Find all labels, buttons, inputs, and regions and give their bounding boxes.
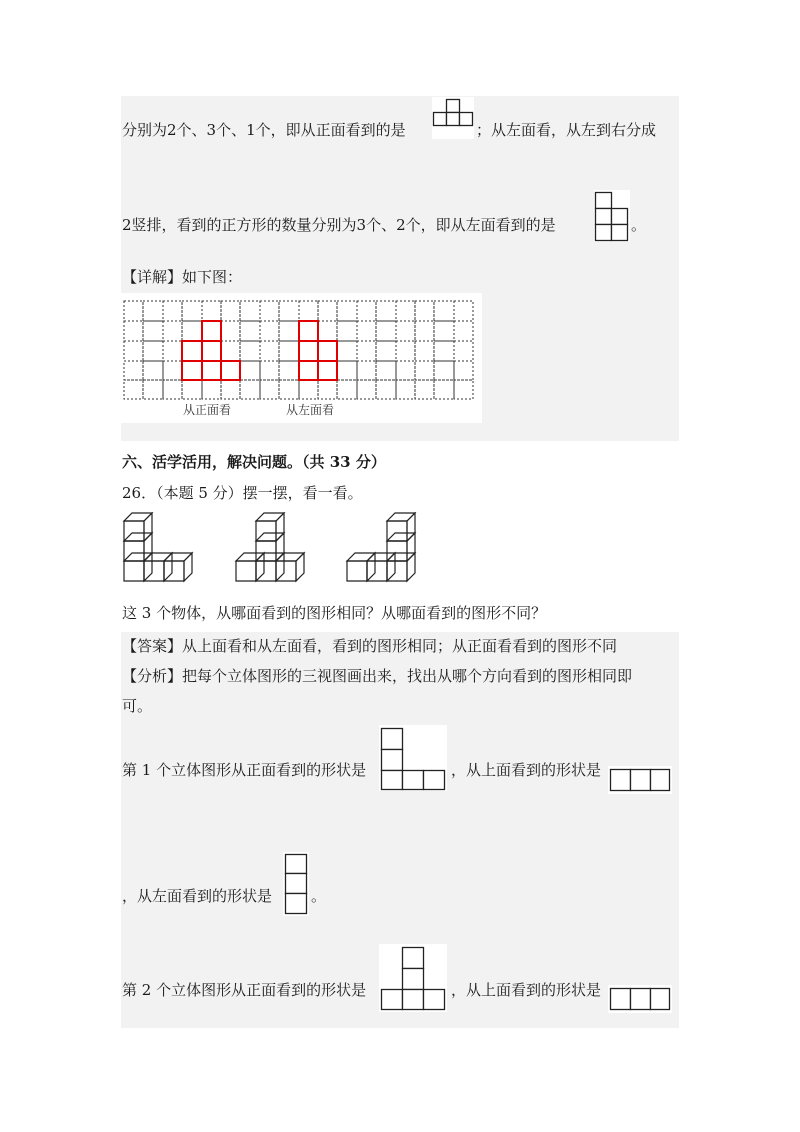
analysis-line-2: 可。 [122,697,153,715]
fig2-top-view-shape [608,985,672,1013]
explanation-line-2b: 。 [631,216,647,234]
left-view-shape-a [594,190,630,242]
fig1-left-text: ，从左面看到的形状是 [122,887,273,905]
fig1-front-view-shape [379,725,447,791]
fig1-left-view-shape [283,852,309,916]
fig2-front-view-shape [379,944,447,1012]
detail-label: 【详解】如下图： [122,268,243,286]
fig1-top-text: ，从上面看到的形状是 [451,761,602,779]
fig1-left-end: 。 [311,887,327,905]
explanation-line-1b: ；从左面看，从左到右分成 [476,121,657,139]
grid-caption-front: 从正面看 [183,403,232,417]
question-26: 26．（本题 5 分）摆一摆，看一看。 [122,484,363,502]
fig1-front-text: 第 1 个立体图形从正面看到的形状是 [122,761,367,779]
cube-object-1 [122,512,202,584]
fig1-top-view-shape [608,766,672,794]
fig2-front-text: 第 2 个立体图形从正面看到的形状是 [122,981,367,999]
grid-caption-left: 从左面看 [286,403,335,417]
explanation-line-2a: 2竖排，看到的正方形的数量分别为3个、2个，即从左面看到的是 [122,216,556,234]
fig2-top-text: ，从上面看到的形状是 [451,981,602,999]
question-prompt: 这 3 个物体，从哪面看到的图形相同？从哪面看到的图形不同？ [122,604,547,622]
dashed-grid-figure [120,293,482,423]
answer-line: 【答案】从上面看和从左面看，看到的图形相同；从正面看看到的图形不同 [122,637,618,655]
explanation-line-1a: 分别为2个、3个、1个，即从正面看到的是 [122,121,406,139]
analysis-line-1: 【分析】把每个立体图形的三视图画出来，找出从哪个方向看到的图形相同即 [122,667,633,685]
cube-object-3 [345,512,425,584]
front-view-shape-a [432,97,474,139]
cube-object-2 [234,512,314,584]
section-heading: 六、活学活用，解决问题。（共 33 分） [122,453,386,471]
